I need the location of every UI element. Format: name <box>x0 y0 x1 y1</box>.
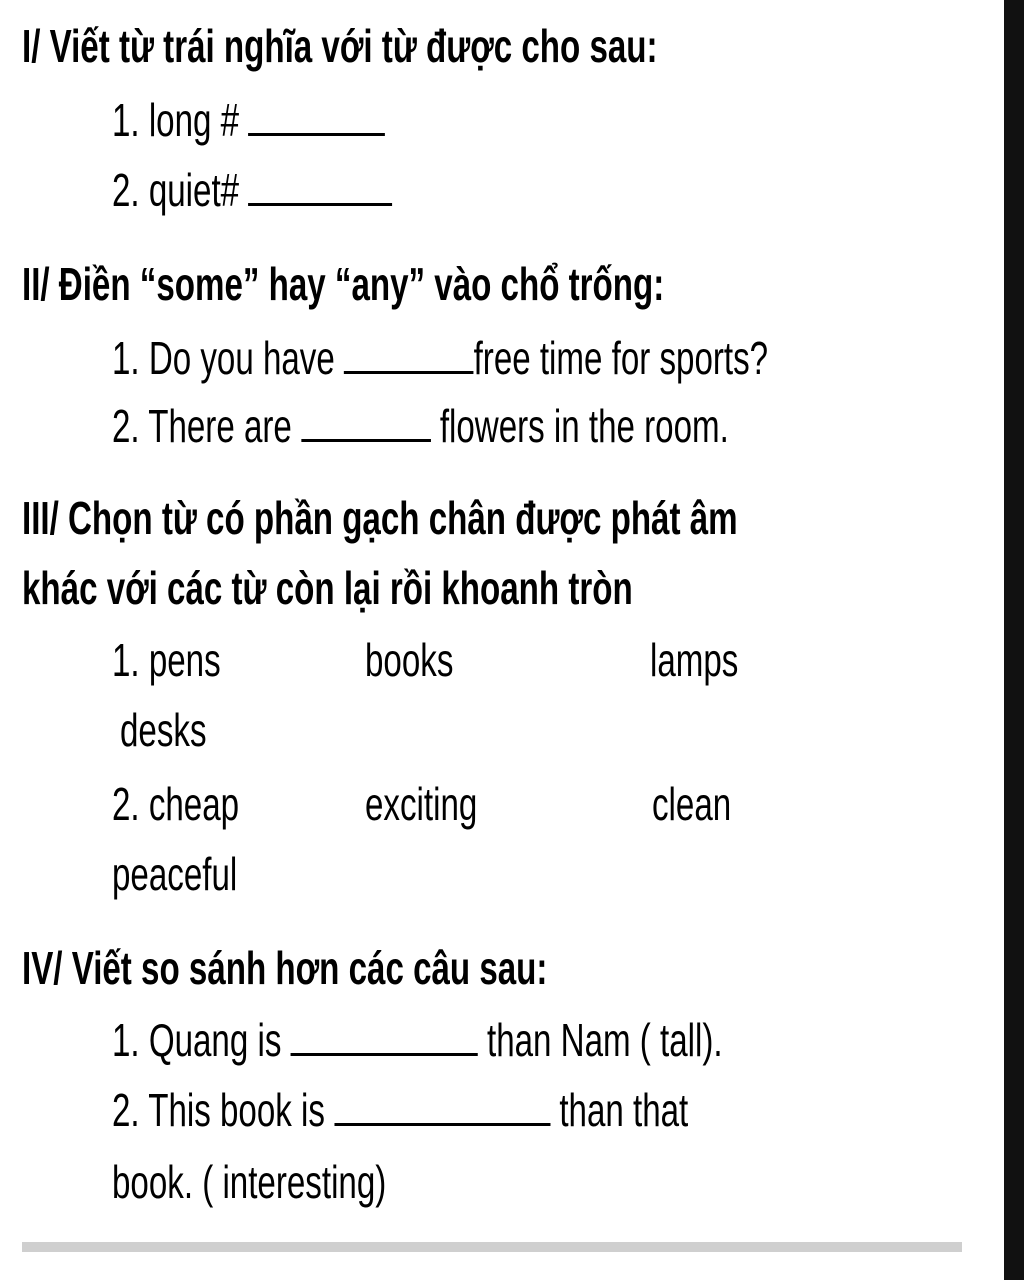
section-3-item-1-option-3[interactable]: lamps <box>650 634 739 686</box>
answer-blank[interactable] <box>344 333 474 374</box>
bottom-divider <box>22 1242 962 1252</box>
item-text-after: than that <box>559 1084 689 1136</box>
section-4-heading: IV/ Viết so sánh hơn các câu sau: <box>22 942 548 994</box>
item-text-before: 1. Quang is <box>112 1014 282 1066</box>
item-text-after: free time for sports? <box>473 332 769 384</box>
item-text: 2. quiet# <box>112 164 240 216</box>
section-1-item-1 <box>112 92 385 148</box>
section-2-item-2 <box>112 398 729 454</box>
section-3-item-1-option-4[interactable]: desks <box>120 704 207 756</box>
answer-blank[interactable] <box>248 165 392 206</box>
section-1-heading: I/ Viết từ trái nghĩa với từ được cho sau: <box>22 20 658 72</box>
section-2-item-1 <box>112 330 768 386</box>
item-text-before: 1. Do you have <box>112 332 335 384</box>
section-3-heading-line-1: III/ Chọn từ có phần gạch chân được phát âm <box>22 492 738 544</box>
answer-blank[interactable] <box>301 401 431 442</box>
item-text-before: 2. This book is <box>112 1084 325 1136</box>
answer-blank[interactable] <box>248 95 385 136</box>
section-4-item-2-continuation: book. ( interesting) <box>112 1156 387 1208</box>
section-3-heading-line-2: khác với các từ còn lại rồi khoanh tròn <box>22 562 633 614</box>
section-4-item-2 <box>112 1082 688 1138</box>
section-3-item-2-option-3[interactable]: clean <box>652 778 732 830</box>
section-3-item-1-option-1[interactable]: 1. pens <box>112 634 221 686</box>
section-3-item-2-option-4[interactable]: peaceful <box>112 848 238 900</box>
section-4-item-1 <box>112 1012 723 1068</box>
item-text-after: flowers in the room. <box>439 400 729 452</box>
section-3-item-2-option-2[interactable]: exciting <box>365 778 478 830</box>
answer-blank[interactable] <box>291 1015 478 1056</box>
section-3-item-2-option-1[interactable]: 2. cheap <box>112 778 240 830</box>
section-2-heading: II/ Điền “some” hay “any” vào chổ trống: <box>22 258 665 310</box>
right-edge-border <box>1004 0 1024 1280</box>
item-text: 1. long # <box>112 94 240 146</box>
answer-blank[interactable] <box>334 1085 550 1126</box>
item-text-after: than Nam ( tall). <box>486 1014 723 1066</box>
section-1-item-2 <box>112 162 392 218</box>
item-text-before: 2. There are <box>112 400 292 452</box>
section-3-item-1-option-2[interactable]: books <box>365 634 454 686</box>
